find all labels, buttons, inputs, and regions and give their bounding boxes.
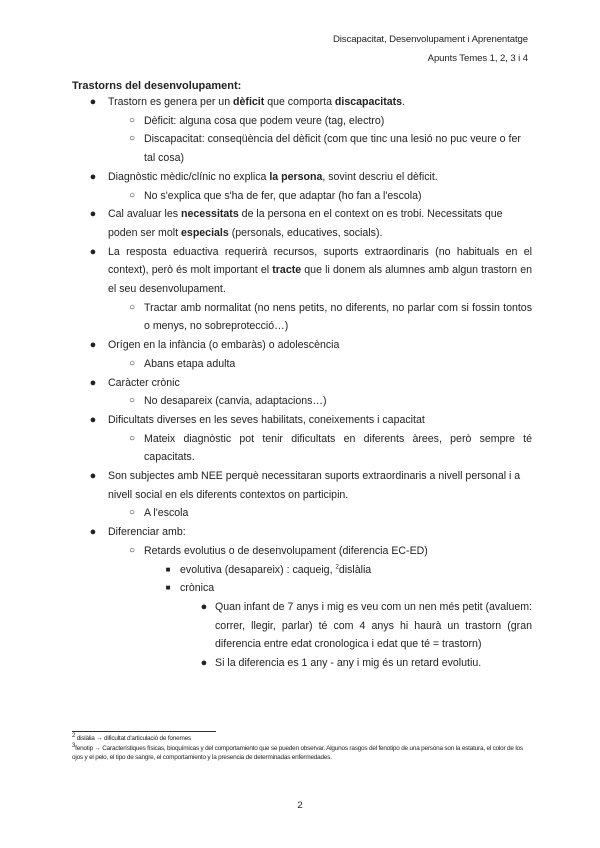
bullet-disc-icon: ● <box>200 600 208 613</box>
list-item: ● Quan infant de 7 anys i mig es veu com un nen més petit (avaluem: correr, llegir, parlar) té com 4 anys hi haurà un trastorn (gran diferencia entre edat cronologica i edat que té = trastorn) <box>72 598 532 654</box>
list-item: ■ evolutiva (desapareix) : caqueig, $^2$dislàlia <box>72 561 532 580</box>
bullet-disc-icon: ● <box>89 170 97 183</box>
header-course-title: Discapacitat, Desenvolupament i Aprenentatge <box>332 34 528 45</box>
bullet-circle-icon: ○ <box>128 507 136 519</box>
list-item: ● Son subjectes amb NEE perquè necessitaran suports extraordinaris a nivell personal i a nivell social en els diferents contextos on participin. <box>72 467 532 504</box>
list-item: ○ No s'explica que s'ha de fer, que adaptar (ho fan a l'escola) <box>72 187 532 206</box>
bullet-circle-icon: ○ <box>128 432 136 444</box>
list-item: ● Caràcter crònic <box>72 374 532 393</box>
list-item: ■ crònica <box>72 579 532 598</box>
bullet-circle-icon: ○ <box>128 544 136 556</box>
notes-content <box>72 93 532 673</box>
bullet-disc-icon: ● <box>89 208 97 221</box>
list-item: ● Orígen en la infància (o embaràs) o adolescència <box>72 336 532 355</box>
bullet-square-icon: ■ <box>165 564 171 574</box>
list-item: ○ No desapareix (canvia, adaptacions…) <box>72 392 532 411</box>
footnote-separator <box>72 731 216 732</box>
footnote-2: $^3$fenotip → Característiques físicas, bioquímicas y del comportamiento que se pueden observar. Algunos rasgos del fenotipo de una persona son la estatura, el color de los ojos y el pelo, el tipo de sangre, el comportamiento y la presencia de determinadas enfermedades. <box>72 742 523 761</box>
section-title: Trastorns del desenvolupament: <box>72 80 242 92</box>
bullet-disc-icon: ● <box>89 245 97 258</box>
list-item: ○ A l'escola <box>72 504 532 523</box>
list-item: ● Si la diferencia es 1 any - any i mig és un retard evolutiu. <box>72 654 532 673</box>
list-item: ○ Mateix diagnòstic pot tenir dificultats en diferents àrees, però sempre té capacitats. <box>72 430 532 467</box>
list-item: ○ Retards evolutius o de desenvolupament (diferencia EC-ED) <box>72 542 532 561</box>
bullet-square-icon: ■ <box>165 583 171 593</box>
bullet-disc-icon: ● <box>89 413 97 426</box>
list-item: ● Cal avaluar les necessitats de la persona en el context on es trobi. Necessitats que poden ser molt especials (personals, educatives, socials). <box>72 205 532 242</box>
header-topics: Apunts Temes 1, 2, 3 i 4 <box>427 53 528 64</box>
list-item: ● Trastorn es genera per un dèficit que comporta discapacitats. <box>72 93 532 112</box>
bullet-circle-icon: ○ <box>128 189 136 201</box>
bullet-circle-icon: ○ <box>128 133 136 145</box>
bullet-disc-icon: ● <box>200 657 208 670</box>
list-item: ○ Tractar amb normalitat (no nens petits, no diferents, no parlar com si fossin tontos o menys, no sobreprotecció…) <box>72 299 532 336</box>
list-item: ● La resposta eduactiva requerirà recursos, suports extraordinaris (no habituals en el context), però és molt important el tracte que li donem als alumnes amb algun trastorn en el seu desenvolupament. <box>72 243 532 299</box>
list-item: ● Dificultats diverses en les seves habilitats, coneixements i capacitat <box>72 411 532 430</box>
bullet-disc-icon: ● <box>89 339 97 352</box>
bullet-disc-icon: ● <box>89 96 97 108</box>
list-item: ○ Abans etapa adulta <box>72 355 532 374</box>
footnote-1: $^2$ dislàlia → dificultat d'articulació de fonemes <box>72 732 191 742</box>
list-item: ○ Dèficit: alguna cosa que podem veure (tag, electro) <box>72 112 532 131</box>
bullet-circle-icon: ○ <box>128 301 136 313</box>
bullet-disc-icon: ● <box>89 376 97 389</box>
page-number: 2 <box>297 800 303 811</box>
bullet-circle-icon: ○ <box>128 357 136 369</box>
bullet-circle-icon: ○ <box>128 395 136 407</box>
list-item: ○ Discapacitat: conseqüència del dèficit (com que tinc una lesió no puc veure o fer tal cosa) <box>72 130 532 167</box>
list-item: ● Diagnòstic mèdic/clínic no explica la persona, sovint descriu el dèficit. <box>72 168 532 187</box>
list-item: ● Diferenciar amb: <box>72 523 532 542</box>
bullet-circle-icon: ○ <box>128 114 136 126</box>
bullet-disc-icon: ● <box>89 470 97 483</box>
bullet-disc-icon: ● <box>89 526 97 539</box>
